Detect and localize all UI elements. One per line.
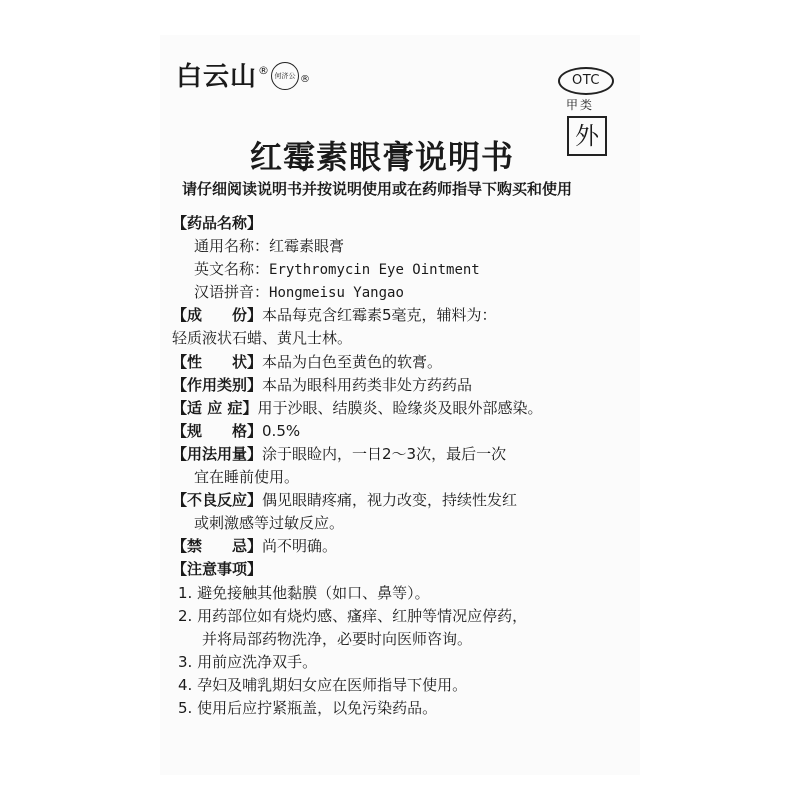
precaution-item: 4. 孕妇及哺乳期妇女应在医师指导下使用。 bbox=[178, 675, 468, 694]
document-title: 红霉素眼膏说明书 bbox=[250, 138, 515, 176]
category-row bbox=[172, 374, 622, 397]
brand-name: 白云山 bbox=[176, 62, 258, 92]
spec-row bbox=[172, 420, 622, 443]
adverse-value: 偶见眼睛疼痛，视力改变，持续性发红 bbox=[262, 491, 518, 510]
adverse-row bbox=[172, 489, 622, 512]
drug-name-header: 【药品名称】 bbox=[172, 214, 263, 232]
precaution-item: 2. 用药部位如有烧灼感、瘙痒、红肿等情况应停药， bbox=[178, 606, 528, 625]
contraindications-row bbox=[172, 535, 622, 558]
generic-name-value: 红霉素眼膏 bbox=[269, 237, 345, 256]
generic-name-label: 通用名称： bbox=[194, 237, 270, 256]
properties-label: 【性 状】 bbox=[172, 352, 263, 371]
english-name-label: 英文名称： bbox=[194, 260, 270, 279]
precaution-item-continued: 并将局部药物洗净，必要时向医师咨询。 bbox=[202, 629, 473, 648]
pinyin-name-label: 汉语拼音： bbox=[194, 283, 270, 302]
precautions-header: 【注意事项】 bbox=[172, 560, 263, 579]
composition-value: 本品每克含红霉素5毫克，辅料为： bbox=[262, 306, 497, 325]
category-label: 【作用类别】 bbox=[172, 375, 263, 394]
precaution-item: 3. 用前应洗净双手。 bbox=[178, 652, 318, 671]
indications-row bbox=[172, 397, 622, 420]
dosage-value: 涂于眼睑内，一日2～3次，最后一次 bbox=[262, 444, 507, 463]
english-name-row bbox=[172, 258, 622, 281]
english-name-value: Erythromycin Eye Ointment bbox=[269, 262, 480, 279]
dosage-continued: 宜在睡前使用。 bbox=[194, 468, 300, 487]
properties-value: 本品为白色至黄色的软膏。 bbox=[262, 352, 443, 371]
usage-notice: 请仔细阅读说明书并按说明使用或在药师指导下购买和使用 bbox=[182, 180, 573, 198]
pinyin-name-row bbox=[172, 281, 622, 304]
spec-label: 【规 格】 bbox=[172, 421, 263, 440]
generic-name-row bbox=[172, 235, 622, 258]
seal-registered-mark: ® bbox=[300, 74, 311, 85]
adverse-continued: 或刺激感等过敏反应。 bbox=[194, 514, 345, 533]
leaflet-body bbox=[172, 212, 622, 720]
adverse-label: 【不良反应】 bbox=[172, 491, 263, 510]
indications-label: 【适 应 症】 bbox=[172, 398, 258, 417]
dosage-label: 【用法用量】 bbox=[172, 444, 263, 463]
brand-logo bbox=[176, 62, 310, 92]
registered-mark: ® bbox=[258, 64, 270, 77]
properties-row bbox=[172, 351, 622, 374]
contraindications-value: 尚不明确。 bbox=[262, 537, 338, 556]
precaution-item: 5. 使用后应拧紧瓶盖，以免污染药品。 bbox=[178, 698, 438, 717]
composition-label: 【成 份】 bbox=[172, 306, 263, 325]
precaution-item: 1. 避免接触其他黏膜（如口、鼻等）。 bbox=[178, 583, 430, 602]
contraindications-label: 【禁 忌】 bbox=[172, 537, 263, 556]
otc-badge: OTC bbox=[558, 67, 614, 95]
dosage-row bbox=[172, 443, 622, 466]
composition-row bbox=[172, 304, 622, 327]
pinyin-name-value: Hongmeisu Yangao bbox=[269, 285, 404, 302]
otc-class-label: 甲类 bbox=[566, 98, 595, 112]
external-use-mark: 外 bbox=[567, 116, 607, 156]
indications-value: 用于沙眼、结膜炎、睑缘炎及眼外部感染。 bbox=[257, 398, 543, 417]
category-value: 本品为眼科用药类非处方药药品 bbox=[262, 375, 473, 394]
composition-continued: 轻质液状石蜡、黄凡士林。 bbox=[172, 329, 353, 348]
spec-value: 0.5% bbox=[262, 421, 301, 440]
seal-icon: 何济公 bbox=[271, 62, 299, 90]
